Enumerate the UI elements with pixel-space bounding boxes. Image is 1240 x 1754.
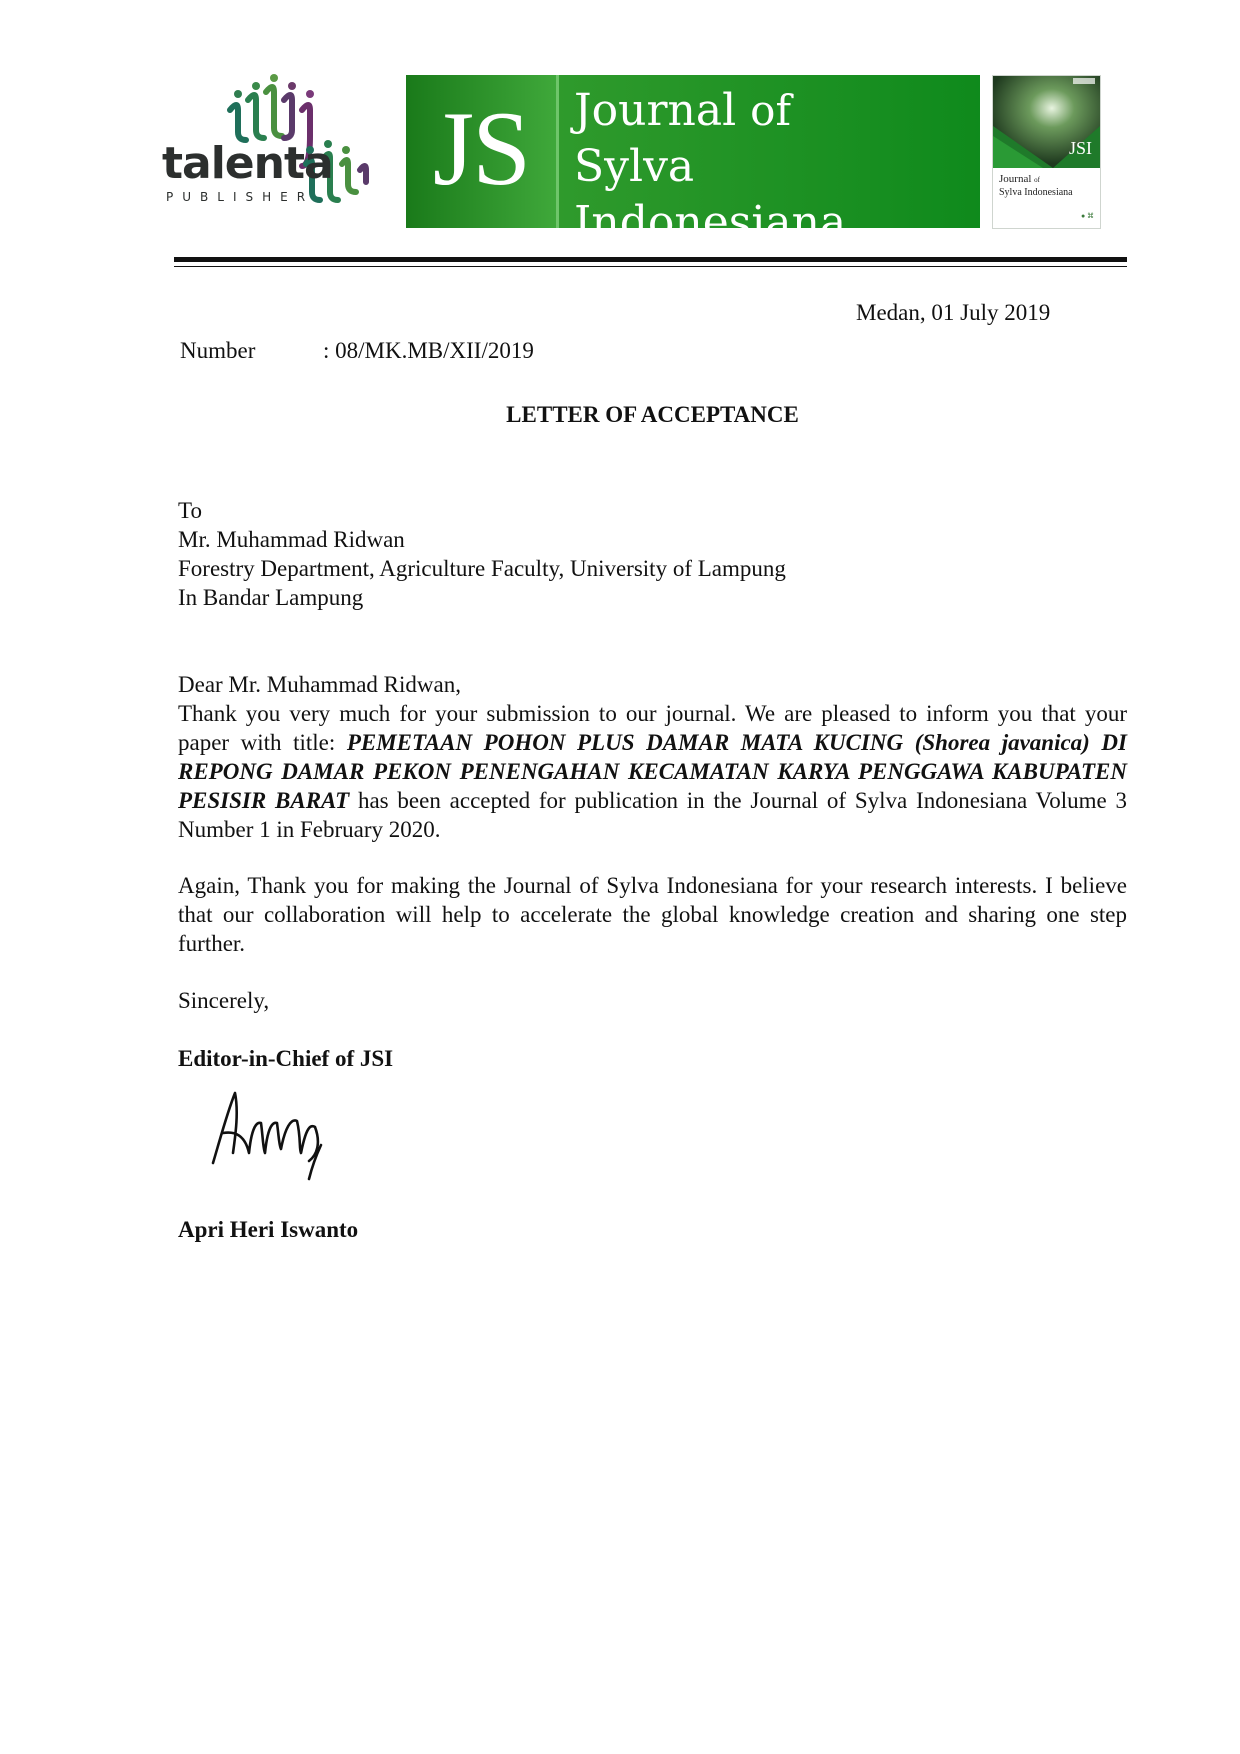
talenta-publisher-logo bbox=[160, 70, 405, 210]
publisher-logo-subtext: PUBLISHER bbox=[166, 190, 315, 204]
paragraph-thanks: Again, Thank you for making the Journal of Sylva Indonesiana for your research interests. I believe that our collaboration will help to accelerate the global knowledge creation and sharing one step further. bbox=[178, 873, 1127, 956]
place-date: Medan, 01 July 2019 bbox=[856, 300, 1051, 325]
number-value: : 08/MK.MB/XII/2019 bbox=[323, 338, 534, 363]
cover-title-line1: Journal of bbox=[999, 173, 1040, 185]
header-rule-thick bbox=[174, 257, 1127, 262]
number-label: Number bbox=[180, 338, 256, 363]
journal-name-of: of bbox=[750, 86, 791, 135]
cover-title-line2: Sylva Indonesiana bbox=[999, 187, 1073, 198]
closing: Sincerely, bbox=[178, 988, 270, 1013]
recipient-line: In Bandar Lampung bbox=[178, 585, 364, 610]
cover-logos-icon: ● ⌘ bbox=[1081, 212, 1094, 220]
signer-role: Editor-in-Chief of JSI bbox=[178, 1046, 394, 1071]
recipient-block bbox=[178, 496, 786, 612]
recipient-line: Forestry Department, Agriculture Faculty, University of Lampung bbox=[178, 556, 786, 581]
recipient-line: To bbox=[178, 498, 202, 523]
journal-abbr: JS bbox=[432, 89, 530, 207]
journal-name-line1: Journal bbox=[574, 85, 737, 136]
letter-heading: LETTER OF ACCEPTANCE bbox=[506, 402, 799, 427]
paragraph-acceptance: Thank you very much for your submission to our journal. We are pleased to inform you that your paper with title: PEMETAAN POHON PLUS DAMAR MATA KUCING (Shorea javanica) DI REPONG DAMAR PEKON PENENGAHAN KECAMATAN KARYA PENGGAWA KABUPATEN PESISIR BARAT has been accepted for publication in the Journal of Sylva Indonesiana Volume 3 Number 1 in February 2020. bbox=[178, 701, 1127, 842]
salutation: Dear Mr. Muhammad Ridwan, bbox=[178, 672, 461, 697]
publisher-logo-wordmark: talenta bbox=[162, 138, 333, 189]
recipient-line: Mr. Muhammad Ridwan bbox=[178, 527, 405, 552]
paper-title: PEMETAAN POHON PLUS DAMAR MATA KUCING (Shorea javanica) DI REPONG DAMAR PEKON PENENGAHAN KECAMATAN KARYA PENGGAWA KABUPATEN PESISIR BARAT bbox=[178, 730, 1127, 813]
cover-abbr: JSI bbox=[1068, 138, 1092, 158]
journal-name bbox=[559, 75, 980, 248]
journal-abbr-box bbox=[406, 75, 559, 228]
header-rule-thin bbox=[174, 266, 1127, 267]
journal-banner bbox=[406, 75, 980, 248]
handwritten-signature bbox=[205, 1083, 335, 1188]
journal-cover-thumbnail bbox=[992, 75, 1101, 229]
journal-name-line2: Sylva Indonesiana bbox=[574, 141, 847, 248]
signer-name: Apri Heri Iswanto bbox=[178, 1217, 359, 1242]
